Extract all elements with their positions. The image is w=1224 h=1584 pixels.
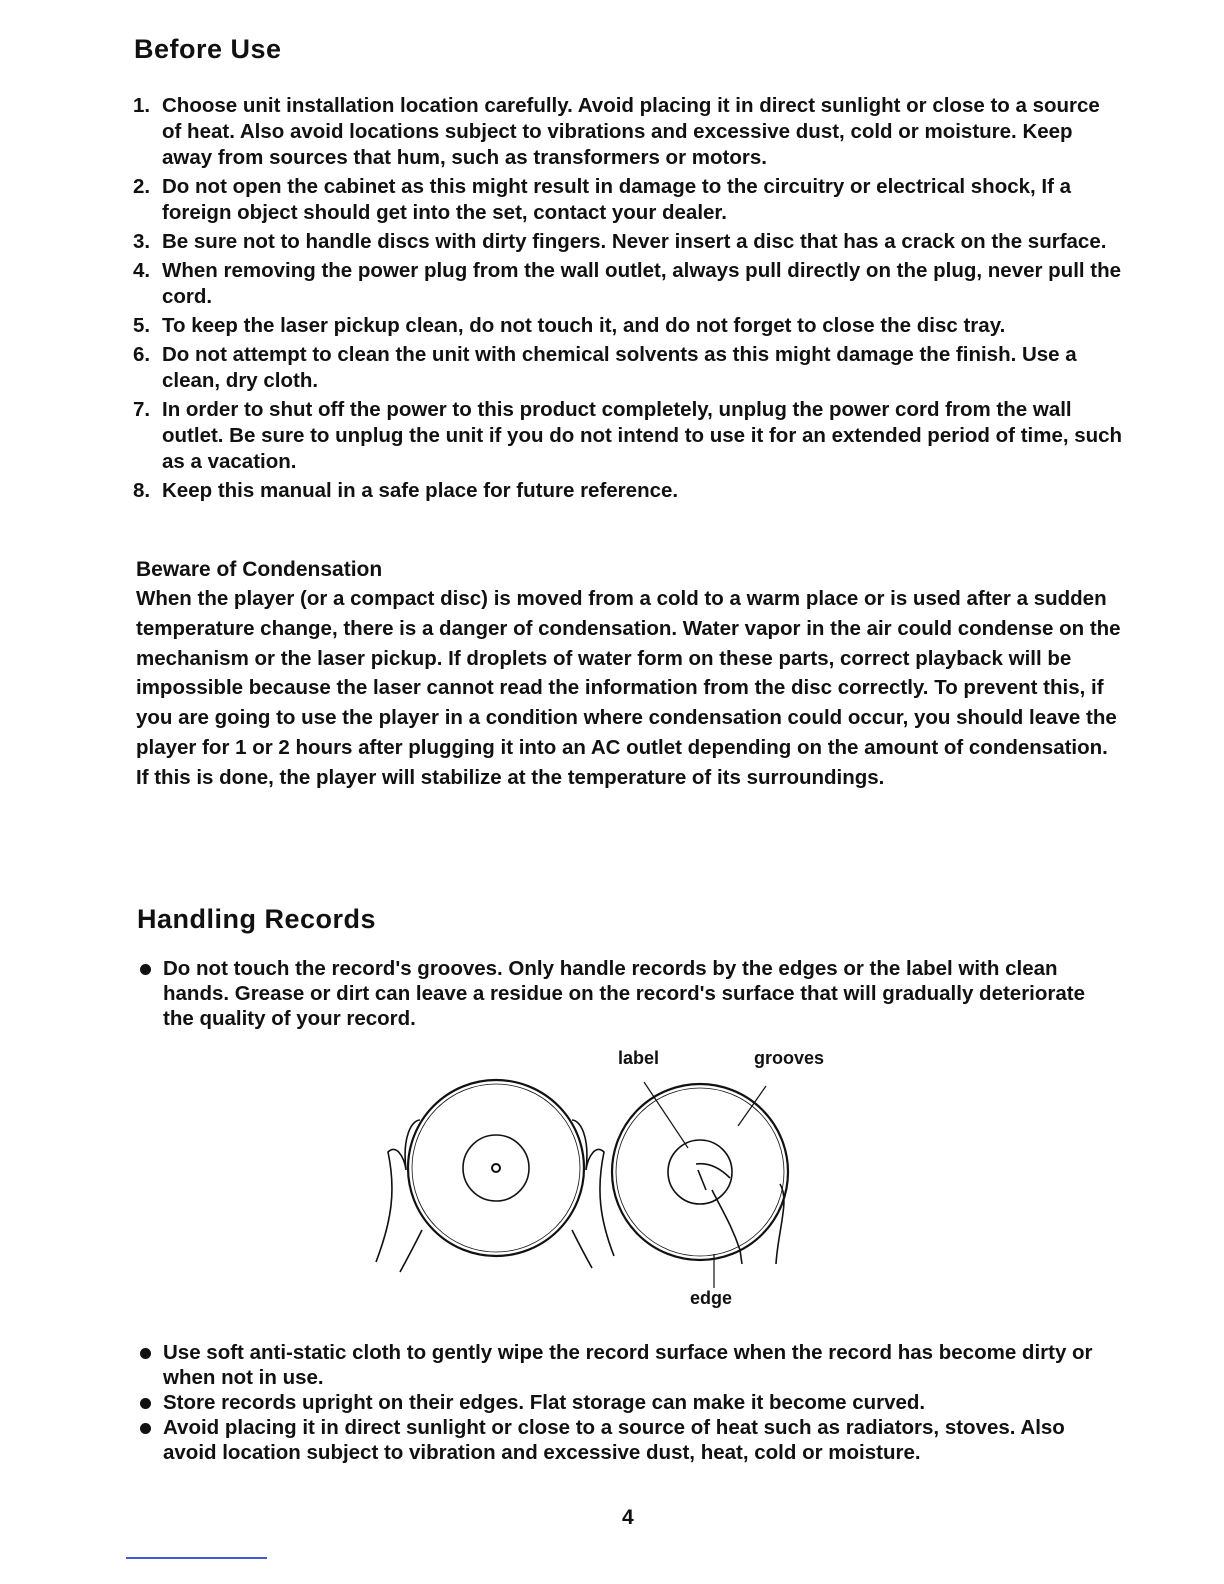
item-text: Be sure not to handle discs with dirty fingers. Never insert a disc that has a crack on the surface.: [162, 230, 1107, 253]
before-use-heading: Before Use: [134, 34, 282, 64]
item-number: 3.: [133, 230, 151, 253]
item-text: In order to shut off the power to this product completely, unplug the power cord from the wall outlet. Be sure to unplug the unit if you do not intend to use it for an extended period of time, such as a vacation.: [162, 398, 1123, 473]
list-item: [140, 956, 1120, 1031]
record-handling-figure: [360, 1040, 860, 1320]
item-number: 1.: [133, 94, 151, 117]
condensation-paragraph: When the player (or a compact disc) is moved from a cold to a warm place or is used after a sudden temperature change, there is a danger of condensation. Water vapor in the air could condense on the mechanism or the laser pickup. If droplets of water form on these parts, correct playback will be impossible because the laser cannot read the information from the disc correctly. To prevent this, if you are going to use the player in a condition where condensation could occur, you should leave the player for 1 or 2 hours after plugging it into an AC outlet depending on the amount of condensation. If this is done, the player will stabilize at the temperature of its surroundings.: [136, 587, 1121, 789]
handling-records-heading: Handling Records: [137, 904, 377, 934]
item-number: 8.: [133, 479, 151, 502]
right-hand-icon: [572, 1120, 614, 1268]
bullet-text: Do not touch the record's grooves. Only handle records by the edges or the label with clean hands. Grease or dirt can leave a residue on the record's surface that will gradually deteriorate the quality of your record.: [163, 957, 1085, 1030]
bullet-dot: [140, 1423, 151, 1434]
item-text: Choose unit installation location carefully. Avoid placing it in direct sunlight or close to a source of heat. Also avoid locations subject to vibrations and excessive dust, cold or moisture. Keep away from sources that hum, such as transformers or motors.: [162, 94, 1100, 169]
bullet-text: Use soft anti-static cloth to gently wipe the record surface when the record has become dirty or when not in use.: [163, 1341, 1093, 1389]
list-item: [133, 478, 1123, 504]
grooves-caption: grooves: [754, 1048, 825, 1068]
footer-rule: [126, 1557, 267, 1559]
list-item: [133, 258, 1123, 310]
item-number: 2.: [133, 175, 151, 198]
bullet-dot: [140, 964, 151, 975]
touching-hand-icon: [696, 1164, 784, 1264]
handling-bullets-bottom: [140, 1340, 1120, 1465]
list-item: [140, 1340, 1120, 1390]
item-number: 6.: [133, 343, 151, 366]
condensation-heading: Beware of Condensation: [136, 558, 383, 581]
record-illustration: [360, 1040, 860, 1320]
bullet-text: Avoid placing it in direct sunlight or close to a source of heat such as radiators, stoves. Also avoid location subject to vibration and excessive dust, heat, cold or moisture.: [163, 1416, 1065, 1464]
item-text: Do not open the cabinet as this might result in damage to the circuitry or electrical shock, If a foreign object should get into the set, contact your dealer.: [162, 175, 1072, 224]
list-item: [133, 342, 1123, 394]
list-item: [133, 313, 1123, 339]
list-item: [133, 229, 1123, 255]
item-text: Keep this manual in a safe place for future reference.: [162, 479, 679, 502]
list-item: [133, 174, 1123, 226]
page-number: 4: [622, 1506, 634, 1529]
item-text: Do not attempt to clean the unit with chemical solvents as this might damage the finish. Use a clean, dry cloth.: [162, 343, 1077, 392]
list-item: [140, 1390, 1120, 1415]
before-use-list: [133, 93, 1123, 507]
list-item: [133, 93, 1123, 171]
bullet-dot: [140, 1348, 151, 1359]
bullet-dot: [140, 1398, 151, 1409]
right-record: [612, 1084, 788, 1260]
item-number: 4.: [133, 259, 151, 282]
item-number: 5.: [133, 314, 151, 337]
item-text: When removing the power plug from the wall outlet, always pull directly on the plug, never pull the cord.: [162, 259, 1122, 308]
list-item: [133, 397, 1123, 475]
item-number: 7.: [133, 398, 151, 421]
handling-bullets-top: [140, 956, 1120, 1031]
list-item: [140, 1415, 1120, 1465]
edge-caption: edge: [690, 1288, 733, 1308]
left-record: [408, 1080, 584, 1256]
item-text: To keep the laser pickup clean, do not touch it, and do not forget to close the disc tray.: [162, 314, 1006, 337]
grooves-pointer: [738, 1086, 766, 1126]
left-hand-icon: [376, 1120, 422, 1272]
bullet-text: Store records upright on their edges. Flat storage can make it become curved.: [163, 1391, 926, 1414]
label-caption: label: [618, 1048, 660, 1068]
